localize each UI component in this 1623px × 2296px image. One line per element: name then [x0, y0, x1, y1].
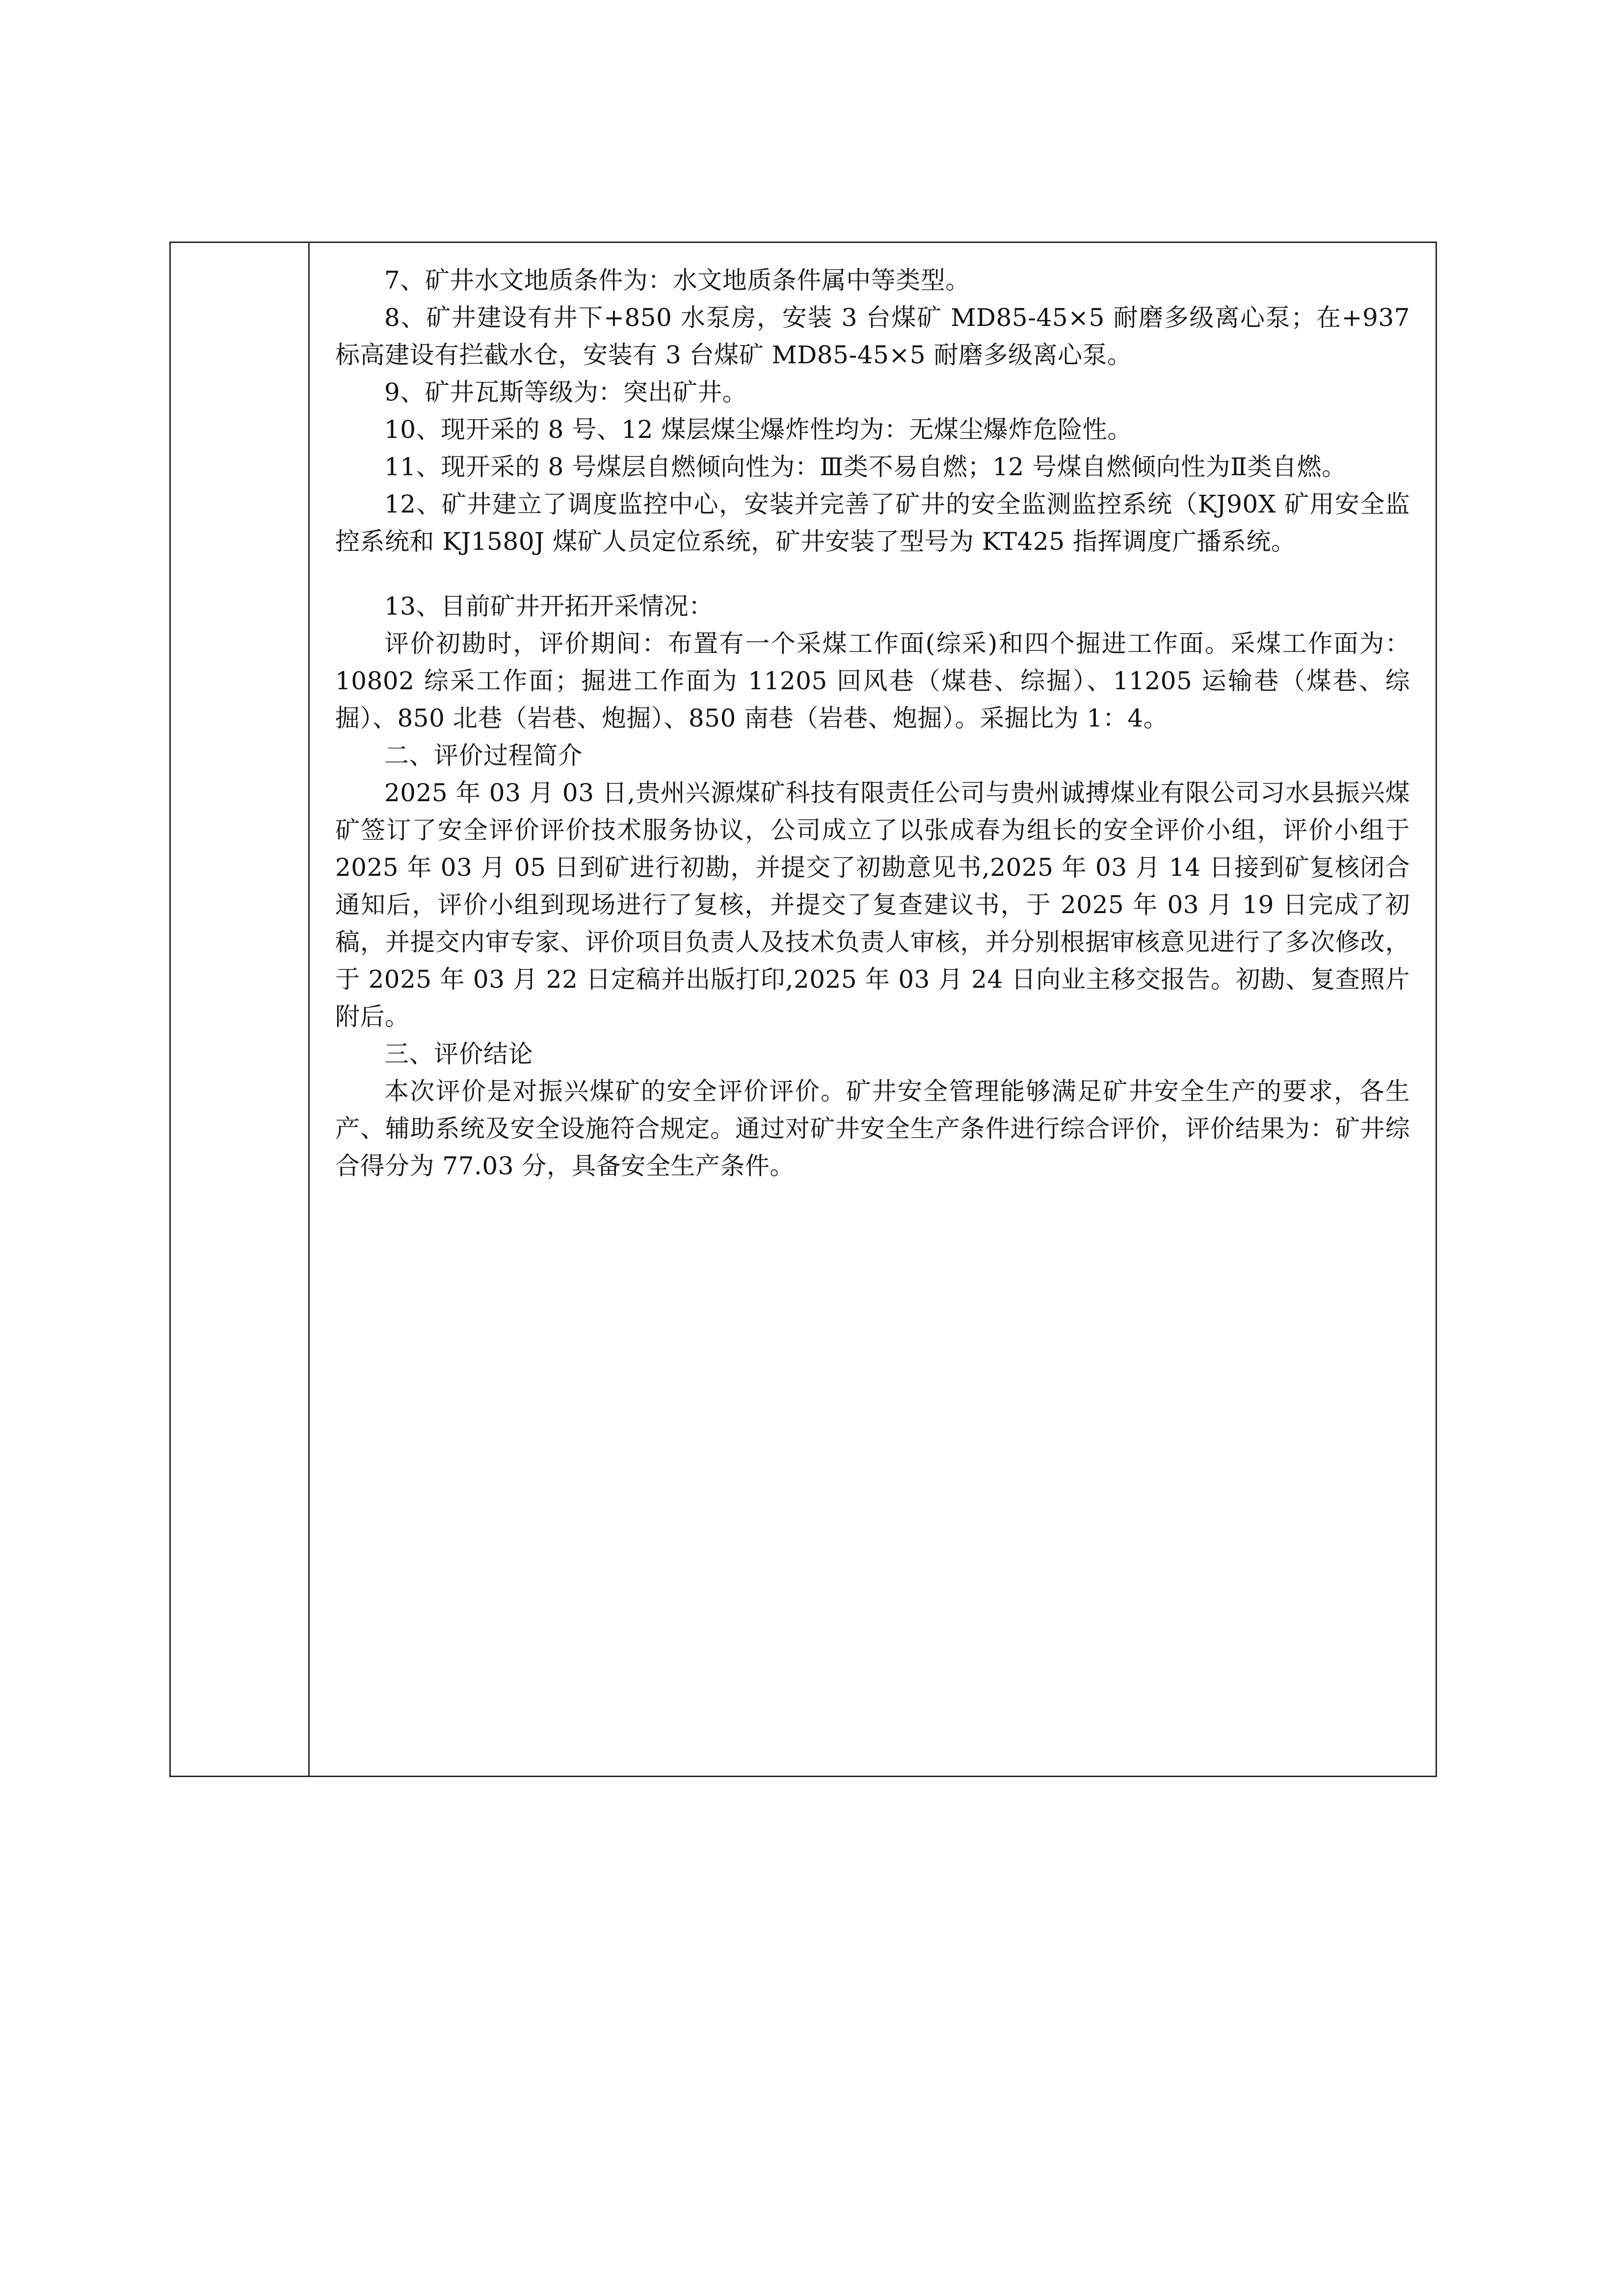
table-label-column — [171, 243, 310, 1776]
paragraph-spacer — [335, 560, 1410, 588]
paragraph-item-13: 13、目前矿井开拓开采情况： — [384, 592, 714, 621]
paragraph-mining-status: 评价初勘时，评价期间：布置有一个采煤工作面(综采)和四个掘进工作面。采煤工作面为：10802 综采工作面；掘进工作面为 11205 回风巷（煤巷、综掘）、11205 运输巷（煤巷、综掘）、850 北巷（岩巷、炮掘）、850 南巷（岩巷、炮掘）。采掘比为 1：4。 — [335, 629, 1410, 732]
table-content-column — [310, 243, 1436, 1776]
paragraph-item-11: 11、现开采的 8 号煤层自燃倾向性为：Ⅲ类不易自燃；12 号煤自燃倾向性为Ⅱ类自燃。 — [384, 453, 1347, 481]
paragraph-item-10: 10、现开采的 8 号、12 煤层煤尘爆炸性均为：无煤尘爆炸危险性。 — [384, 415, 1132, 444]
paragraph-item-12: 12、矿井建立了调度监控中心，安装并完善了矿井的安全监测监控系统（KJ90X 矿用安全监控系统和 KJ1580J 煤矿人员定位系统，矿井安装了型号为 KT425 指挥调度广播系统。 — [335, 490, 1410, 556]
content-table — [169, 242, 1437, 1777]
section-heading-two: 二、评价过程简介 — [384, 741, 583, 770]
section-heading-three: 三、评价结论 — [384, 1040, 533, 1068]
paragraph-item-9: 9、矿井瓦斯等级为：突出矿井。 — [384, 378, 747, 406]
paragraph-evaluation-conclusion: 本次评价是对振兴煤矿的安全评价评价。矿井安全管理能够满足矿井安全生产的要求，各生产、辅助系统及安全设施符合规定。通过对矿井安全生产条件进行综合评价，评价结果为：矿井综合得分为 77.03 分，具备安全生产条件。 — [335, 1077, 1410, 1180]
paragraph-item-8: 8、矿井建设有井下+850 水泵房，安装 3 台煤矿 MD85-45×5 耐磨多级离心泵；在+937 标高建设有拦截水仓，安装有 3 台煤矿 MD85-45×5 耐磨多级离心泵。 — [335, 303, 1410, 369]
paragraph-item-7: 7、矿井水文地质条件为：水文地质条件属中等类型。 — [384, 266, 970, 295]
paragraph-evaluation-process: 2025 年 03 月 03 日,贵州兴源煤矿科技有限责任公司与贵州诚搏煤业有限公司习水县振兴煤矿签订了安全评价评价技术服务协议，公司成立了以张成春为组长的安全评价小组，评价小组于 2025 年 03 月 05 日到矿进行初勘，并提交了初勘意见书,2025 年 03 月 14 日接到矿复核闭合通知后，评价小组到现场进行了复核，并提交了复查建议书，于 2025 年 03 月 19 日完成了初稿，并提交内审专家、评价项目负责人及技术负责人审核，并分别根据审核意见进行了多次修改，于 2025 年 03 月 22 日定稿并出版打印,2025 年 03 月 24 日向业主移交报告。初勘、复查照片附后。 — [335, 779, 1410, 1031]
